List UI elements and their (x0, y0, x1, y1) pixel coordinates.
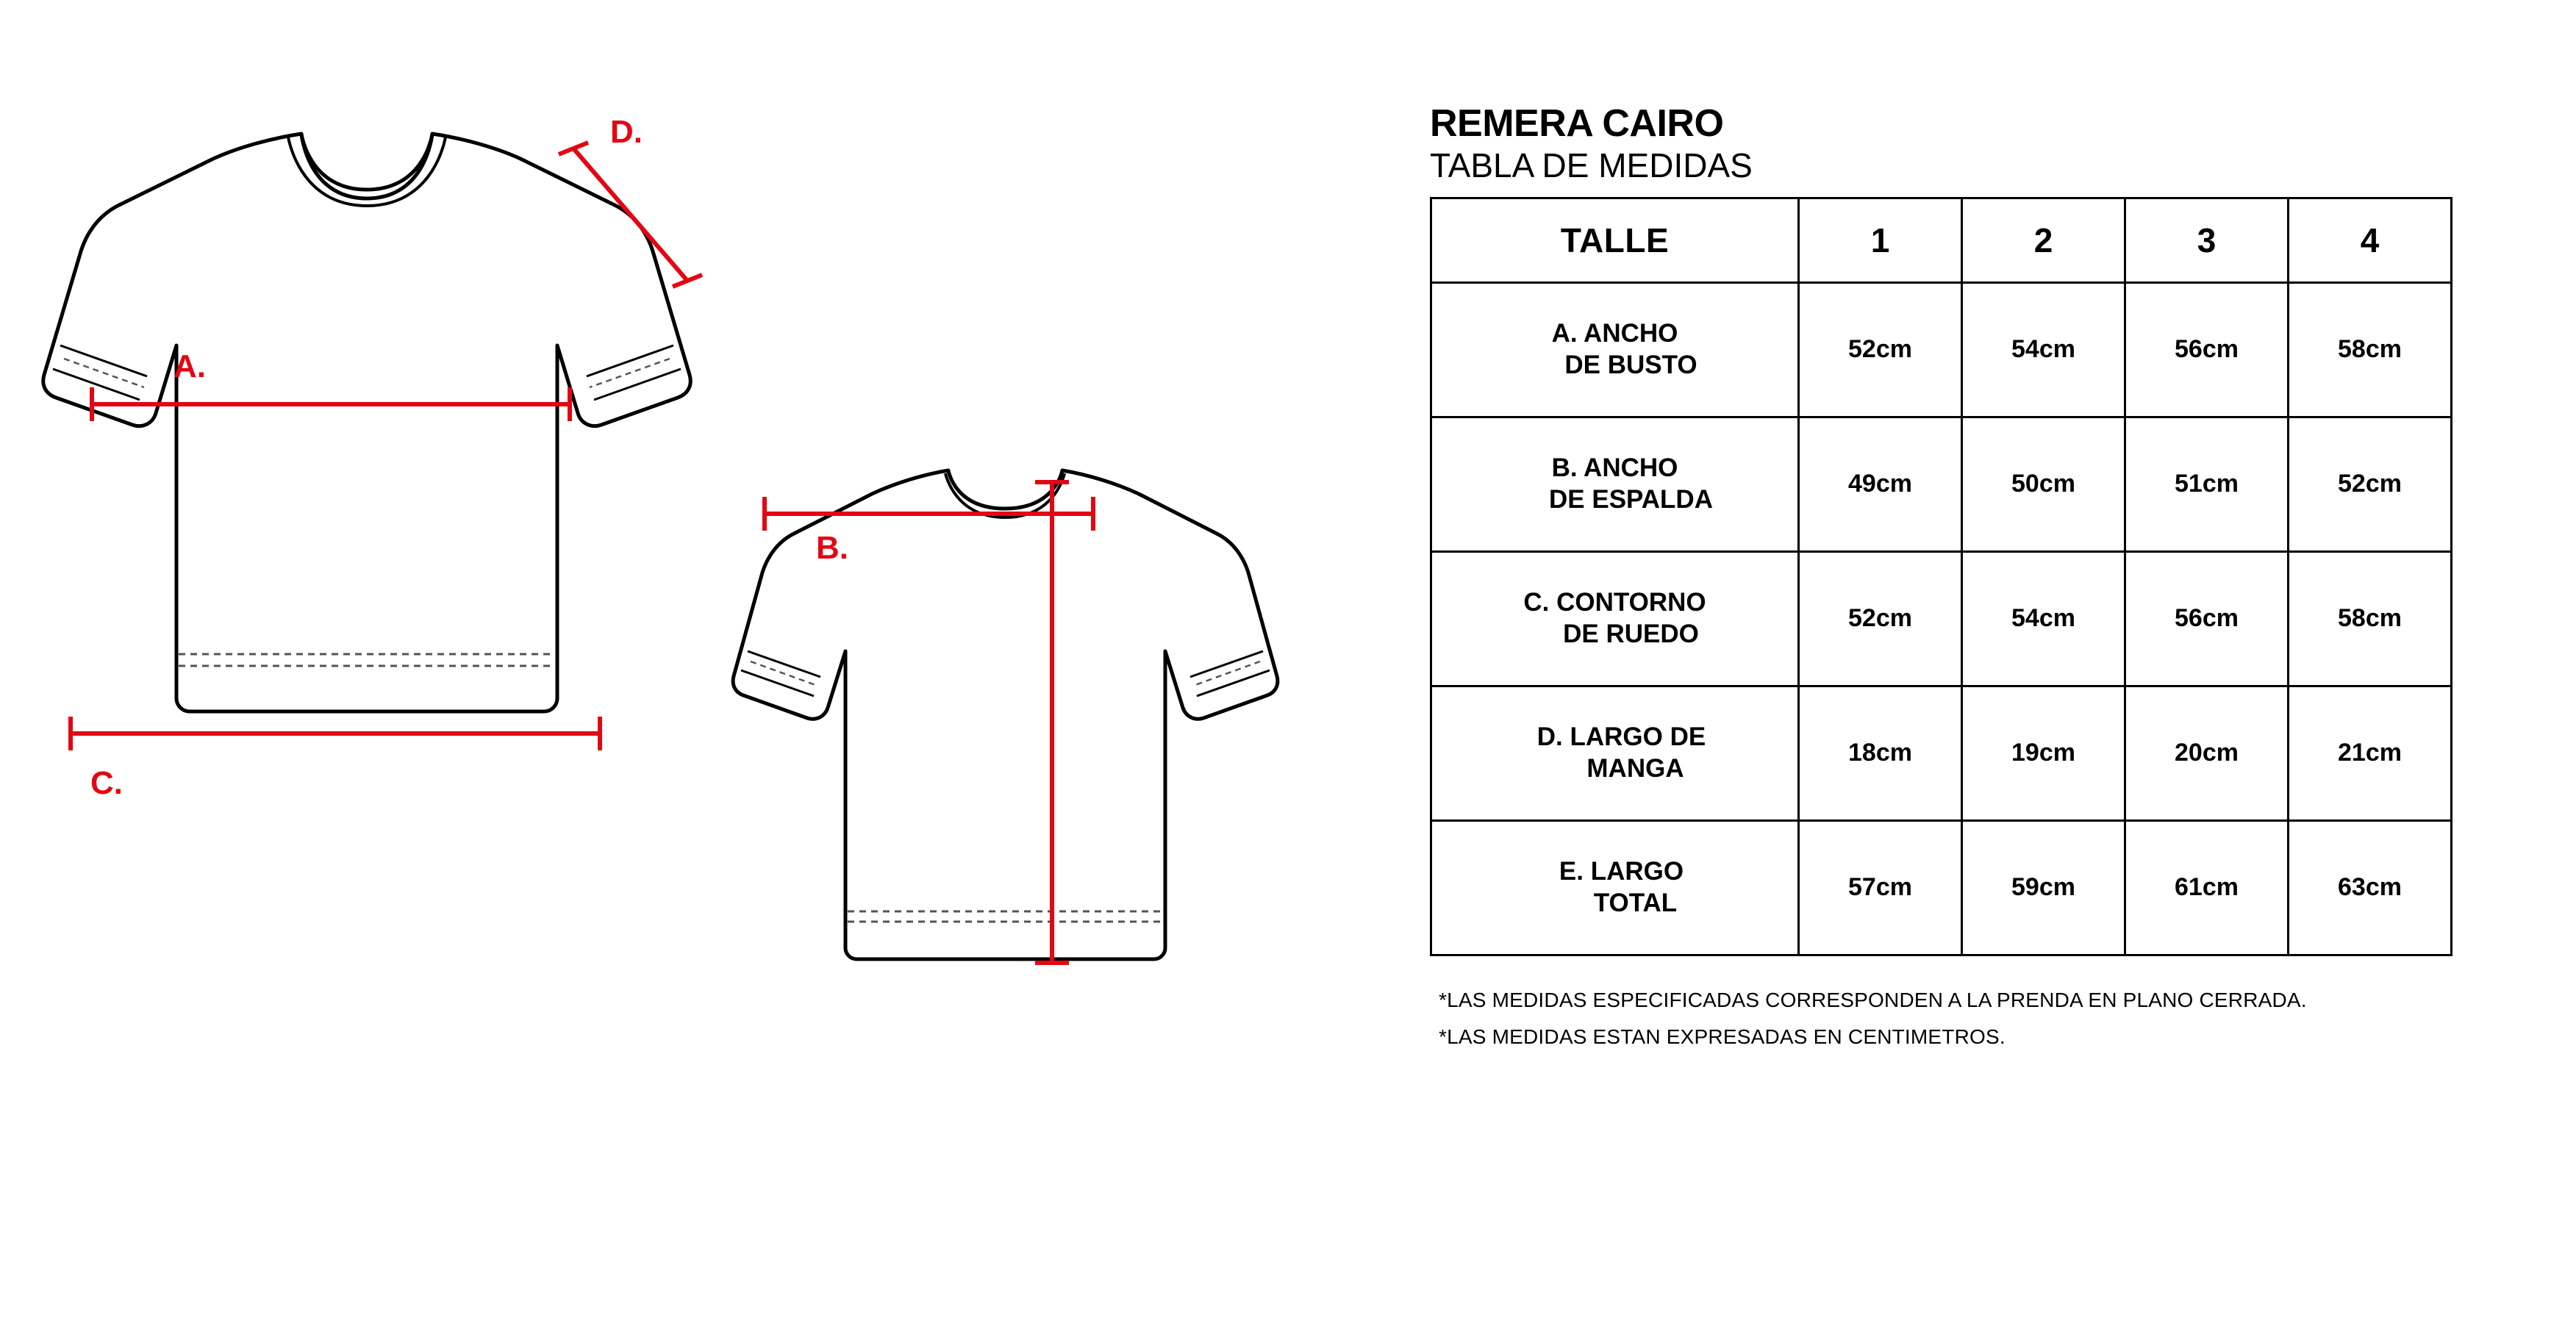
measure-line-c (71, 717, 600, 750)
cell-e-1: 57cm (1799, 820, 1962, 955)
cell-c-2: 54cm (1962, 551, 2125, 686)
row-b-text2: DE ESPALDA (1549, 484, 1713, 514)
cell-a-2: 54cm (1962, 282, 2125, 417)
front-tshirt-outline (43, 134, 690, 711)
cell-d-2: 19cm (1962, 686, 2125, 820)
row-a-text1: ANCHO (1584, 318, 1678, 348)
table-row (1431, 686, 2452, 820)
header-cell-size-1: 1 (1799, 198, 1962, 282)
cell-c-4: 58cm (2289, 551, 2452, 686)
cell-b-1: 49cm (1799, 417, 1962, 551)
row-label-c (1431, 551, 1799, 686)
row-e-letter: E. (1559, 856, 1584, 886)
cell-e-4: 63cm (2289, 820, 2452, 955)
cell-b-3: 51cm (2125, 417, 2289, 551)
row-b-letter: B. (1551, 453, 1578, 482)
table-row (1431, 282, 2452, 417)
row-c-text2: DE RUEDO (1563, 619, 1699, 648)
cell-d-4: 21cm (2289, 686, 2452, 820)
row-d-text2: MANGA (1586, 753, 1684, 783)
cell-a-4: 58cm (2289, 282, 2452, 417)
row-e-text1: LARGO (1590, 856, 1684, 886)
row-d-letter: D. (1536, 722, 1563, 751)
row-a-text2: DE BUSTO (1564, 350, 1697, 379)
header-cell-size-2: 2 (1962, 198, 2125, 282)
cell-c-3: 56cm (2125, 551, 2289, 686)
measure-label-d: D. (610, 114, 643, 150)
row-c-line1 (1523, 588, 1706, 617)
front-tshirt-illustration (29, 96, 765, 904)
row-label-a (1431, 282, 1799, 417)
measure-label-a: A. (173, 348, 206, 384)
row-b-line1 (1552, 453, 1678, 482)
cell-d-3: 20cm (2125, 686, 2289, 820)
cell-a-3: 56cm (2125, 282, 2289, 417)
back-tshirt-illustration (728, 441, 1389, 1147)
note-line-1: *LAS MEDIDAS ESPECIFICADAS CORRESPONDEN A LA PRENDA EN PLANO CERRADA. (1439, 988, 2307, 1011)
title-block (1430, 103, 2533, 185)
product-title: REMERA CAIRO (1430, 102, 1724, 145)
table-body (1431, 282, 2452, 955)
row-c-letter: C. (1523, 587, 1550, 617)
header-cell-talle: TALLE (1431, 198, 1799, 282)
cell-b-2: 50cm (1962, 417, 2125, 551)
measure-label-b: B. (816, 530, 848, 566)
row-label-b (1431, 417, 1799, 551)
row-b-text1: ANCHO (1584, 453, 1678, 482)
row-d-line1 (1432, 722, 1797, 753)
row-c-text1: CONTORNO (1556, 587, 1706, 617)
row-a-letter: A. (1551, 318, 1578, 348)
cell-d-1: 18cm (1799, 686, 1962, 820)
cell-e-2: 59cm (1962, 820, 2125, 955)
table-header-row (1431, 198, 2452, 282)
cell-c-1: 52cm (1799, 551, 1962, 686)
cell-e-3: 61cm (2125, 820, 2289, 955)
notes-block (1439, 989, 2533, 1049)
row-a-line1 (1552, 319, 1678, 348)
cell-b-4: 52cm (2289, 417, 2452, 551)
row-e-text2: TOTAL (1593, 888, 1678, 917)
row-label-e (1431, 820, 1799, 955)
cell-a-1: 52cm (1799, 282, 1962, 417)
measure-label-c: C. (90, 765, 123, 801)
table-row (1431, 417, 2452, 551)
table-header (1431, 198, 2452, 282)
spec-panel (1430, 103, 2533, 1062)
table-subtitle: TABLA DE MEDIDAS (1430, 146, 1753, 185)
table-row (1431, 820, 2452, 955)
row-label-d (1431, 686, 1799, 820)
header-cell-size-4: 4 (2289, 198, 2452, 282)
header-cell-size-3: 3 (2125, 198, 2289, 282)
row-e-line1 (1432, 856, 1797, 888)
back-tshirt-outline (733, 470, 1278, 959)
row-d-text1: LARGO DE (1570, 722, 1706, 751)
table-row (1431, 551, 2452, 686)
note-line-2: *LAS MEDIDAS ESTAN EXPRESADAS EN CENTIMETROS. (1439, 1025, 2006, 1048)
measurements-table (1430, 197, 2452, 956)
